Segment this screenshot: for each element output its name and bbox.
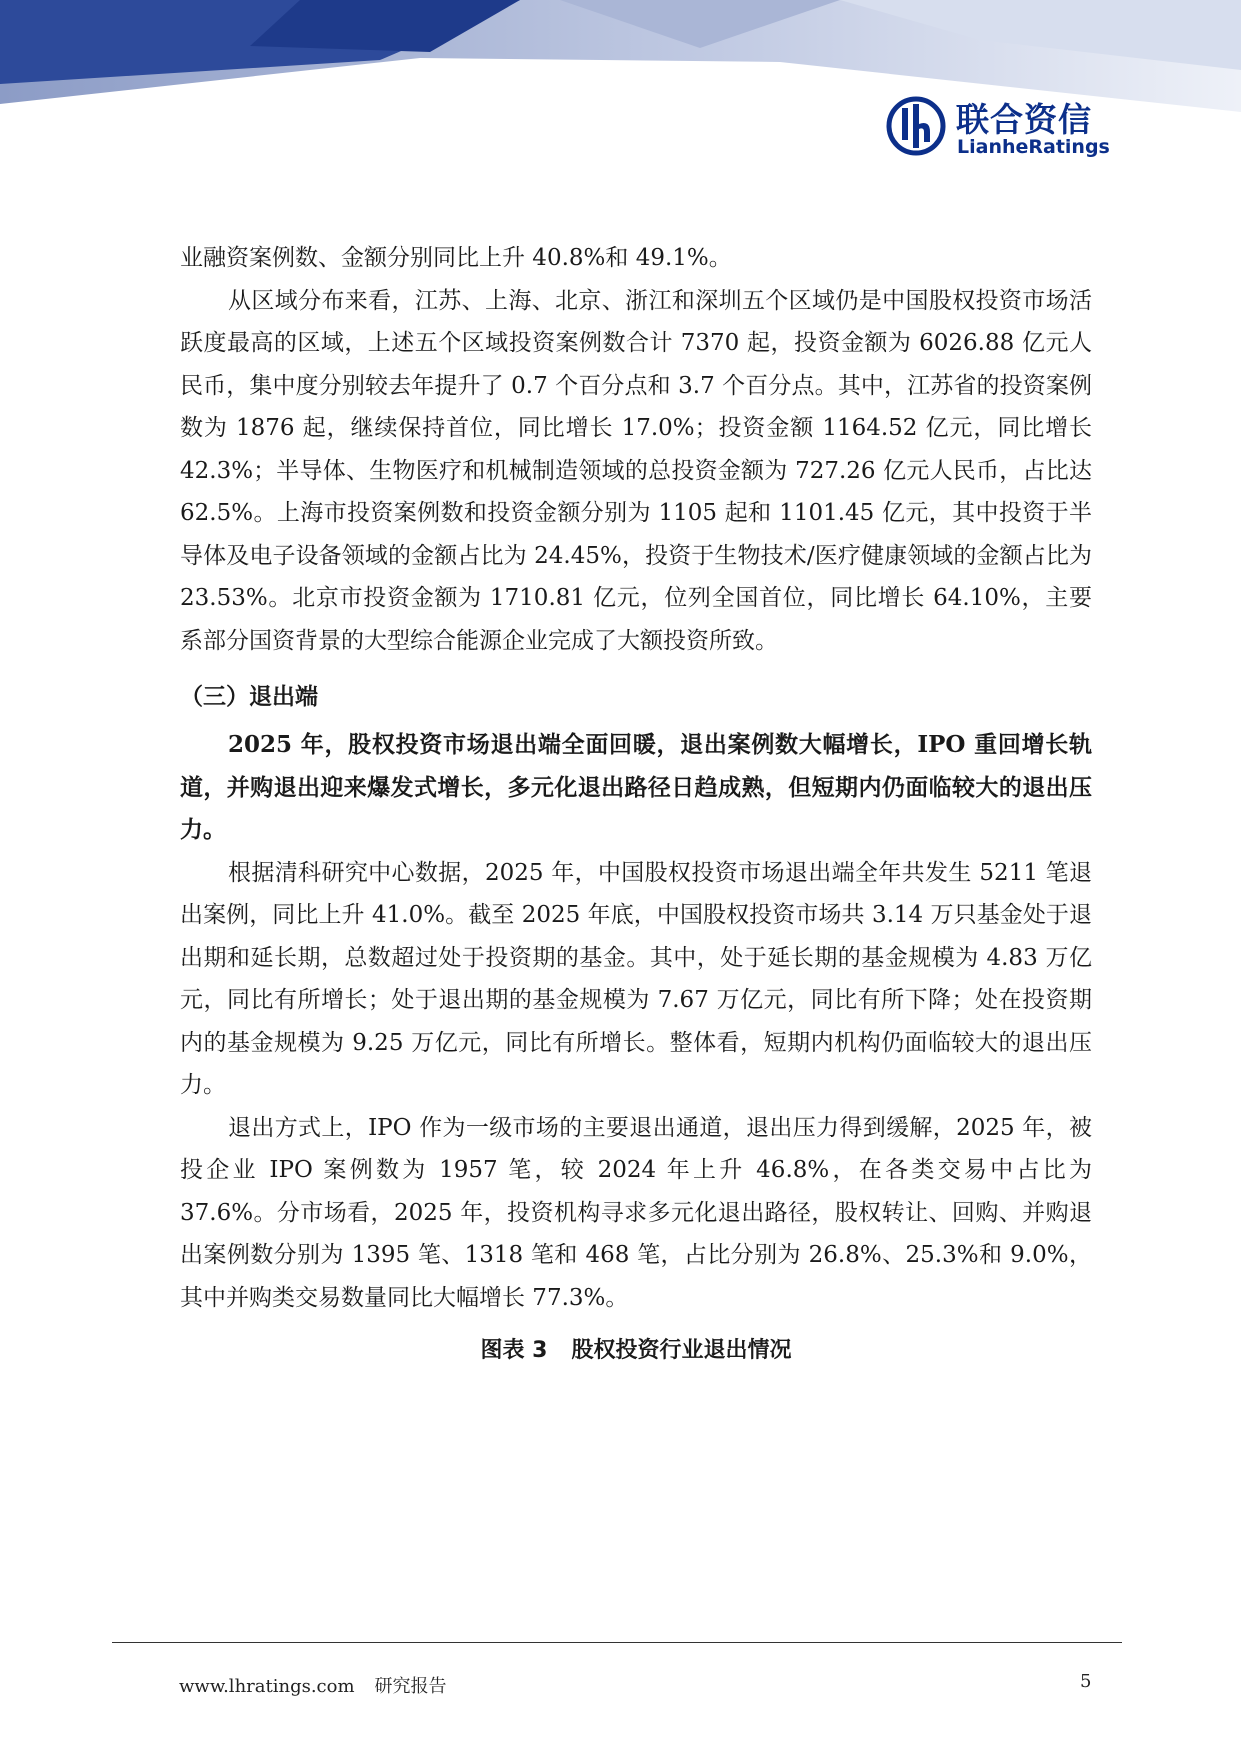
paragraph-exit-methods: 退出方式上，IPO 作为一级市场的主要退出通道，退出压力得到缓解，2025 年，被投企业 IPO 案例数为 1957 笔，较 2024 年上升 46.8%，在各类交易中占比为 37.6%。分市场看，2025 年，投资机构寻求多元化退出路径，股权转让、回购、并购退出案例数分别为 1395 笔、1318 笔和 468 笔，占比分别为 26.8%、25.3%和 9.0%，其中并购类交易数量同比大幅增长 77.3%。 xyxy=(180,1114,1092,1311)
figure-caption-title: 股权投资行业退出情况 xyxy=(571,1338,792,1363)
paragraph-regional-distribution: 从区域分布来看，江苏、上海、北京、浙江和深圳五个区域仍是中国股权投资市场活跃度最高的区域，上述五个区域投资案例数合计 7370 起，投资金额为 6026.88 亿元人民币，集中度分别较去年提升了 0.7 个百分点和 3.7 个百分点。其中，江苏省的投资案例数为 1876 起，继续保持首位，同比增长 17.0%；投资金额 1164.52 亿元，同比增长 42.3%；半导体、生物医疗和机械制造领域的总投资金额为 727.26 亿元人民币，占比达 62.5%。上海市投资案例数和投资金额分别为 1105 起和 1101.45 亿元，其中投资于半导体及电子设备领域的金额占比为 24.45%，投资于生物技术/医疗健康领域的金额占比为 23.53%。北京市投资金额为 1710.81 亿元，位列全国首位，同比增长 64.10%，主要系部分国资背景的大型综合能源企业完成了大额投资所致。 xyxy=(180,287,1092,654)
paragraph-continuation: 业融资案例数、金额分别同比上升 40.8%和 49.1%。 xyxy=(180,245,732,271)
figure-caption xyxy=(180,1331,1092,1371)
figure-caption-label: 图表 3 xyxy=(480,1338,548,1363)
logo-mark-icon xyxy=(886,96,946,156)
logo-chinese-text: 联合资信 xyxy=(956,100,1092,139)
logo-english-text: LianheRatings xyxy=(957,136,1110,158)
section-heading-exit: （三）退出端 xyxy=(180,684,318,710)
page-number: 5 xyxy=(1080,1671,1092,1692)
report-body xyxy=(180,237,1092,1371)
footer-info xyxy=(179,1672,447,1698)
footer-website-link[interactable]: www.lhratings.com xyxy=(179,1676,355,1697)
lianhe-ratings-logo xyxy=(886,94,1110,164)
paragraph-exit-summary: 2025 年，股权投资市场退出端全面回暖，退出案例数大幅增长，IPO 重回增长轨道，并购退出迎来爆发式增长，多元化退出路径日趋成熟，但短期内仍面临较大的退出压力。 xyxy=(180,731,1092,843)
footer-divider xyxy=(112,1642,1122,1643)
footer-doc-type: 研究报告 xyxy=(374,1676,447,1697)
paragraph-exit-data: 根据清科研究中心数据，2025 年，中国股权投资市场退出端全年共发生 5211 笔退出案例，同比上升 41.0%。截至 2025 年底，中国股权投资市场共 3.14 万只基金处于退出期和延长期，总数超过处于投资期的基金。其中，处于延长期的基金规模为 4.83 万亿元，同比有所增长；处于退出期的基金规模为 7.67 万亿元，同比有所下降；处在投资期内的基金规模为 9.25 万亿元，同比有所增长。整体看，短期内机构仍面临较大的退出压力。 xyxy=(180,859,1092,1098)
